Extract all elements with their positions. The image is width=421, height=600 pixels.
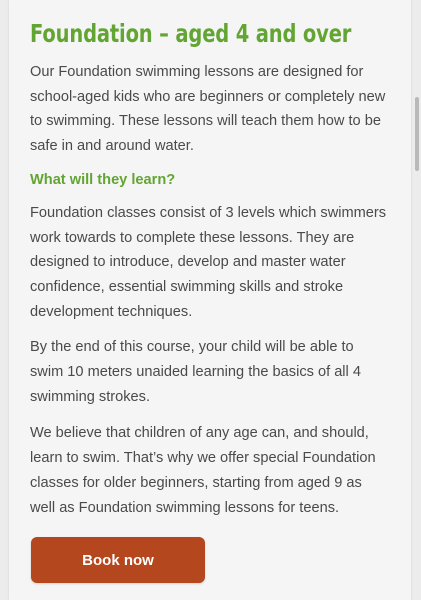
intro-paragraph: Our Foundation swimming lessons are designed for school-aged kids who are beginners or completely new to swimming. These lessons will teach them how to be safe in and around water.	[30, 64, 386, 155]
outcome-paragraph: By the end of this course, your child will be able to swim 10 meters unaided learning the basics of all 4 swimming strokes.	[30, 339, 361, 405]
section-title: Foundation – aged 4 and over	[30, 19, 352, 48]
levels-paragraph: Foundation classes consist of 3 levels which swimmers work towards to complete these lessons. They are designed to introduce, develop and master water confidence, essential swimming skills and stroke development techniques.	[30, 204, 387, 320]
belief-paragraph: We believe that children of any age can, and should, learn to swim. That’s why we offer special Foundation classes for older beginners, starting from aged 9 as well as Foundation swimming lessons for teens.	[30, 425, 376, 516]
lesson-card	[9, 0, 411, 600]
learn-subheading: What will they learn?	[30, 171, 176, 188]
book-now-button[interactable]: Book now	[31, 537, 205, 583]
page-scrollbar[interactable]	[415, 97, 419, 171]
